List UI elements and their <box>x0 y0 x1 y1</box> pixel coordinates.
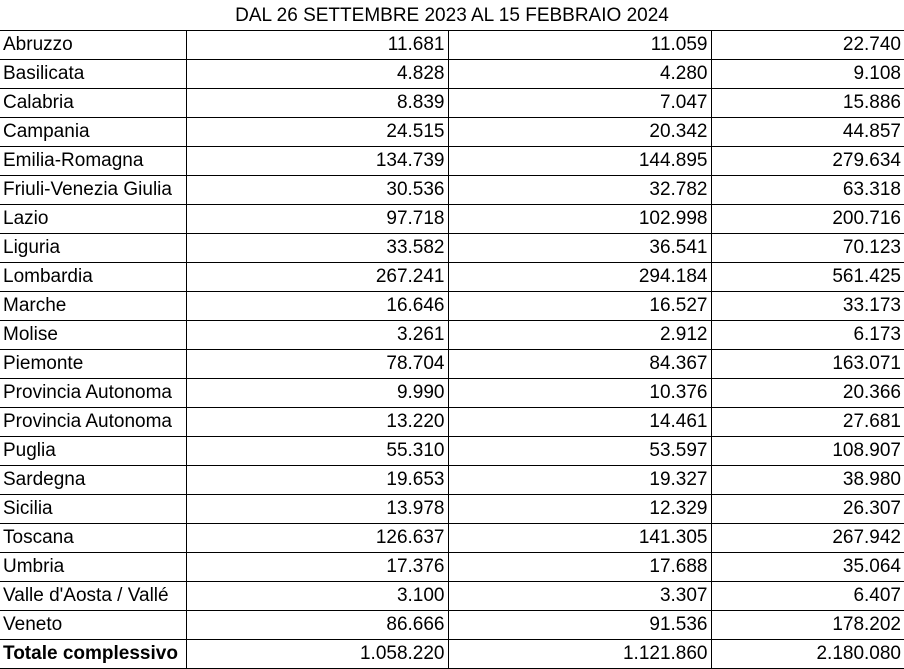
value-cell-2[interactable]: 11.059 <box>448 31 711 60</box>
value-cell-3[interactable]: 178.202 <box>711 611 904 640</box>
region-cell[interactable]: Piemonte <box>0 350 186 379</box>
region-cell[interactable]: Basilicata <box>0 60 186 89</box>
value-cell-1[interactable]: 78.704 <box>186 350 448 379</box>
value-cell-2[interactable]: 32.782 <box>448 176 711 205</box>
value-cell-2[interactable]: 10.376 <box>448 379 711 408</box>
value-cell-1[interactable]: 267.241 <box>186 263 448 292</box>
value-cell-2[interactable]: 91.536 <box>448 611 711 640</box>
value-cell-1[interactable]: 19.653 <box>186 466 448 495</box>
region-cell[interactable]: Umbria <box>0 553 186 582</box>
value-cell-2[interactable]: 53.597 <box>448 437 711 466</box>
value-cell-1[interactable]: 33.582 <box>186 234 448 263</box>
total-value-cell-2[interactable]: 1.121.860 <box>448 640 711 669</box>
region-cell[interactable]: Marche <box>0 292 186 321</box>
region-cell[interactable]: Campania <box>0 118 186 147</box>
value-cell-1[interactable]: 9.990 <box>186 379 448 408</box>
value-cell-1[interactable]: 30.536 <box>186 176 448 205</box>
value-cell-3[interactable]: 70.123 <box>711 234 904 263</box>
value-cell-2[interactable]: 14.461 <box>448 408 711 437</box>
region-cell[interactable]: Sicilia <box>0 495 186 524</box>
value-cell-1[interactable]: 55.310 <box>186 437 448 466</box>
value-cell-1[interactable]: 3.261 <box>186 321 448 350</box>
value-cell-3[interactable]: 9.108 <box>711 60 904 89</box>
table-row <box>0 466 904 495</box>
table-row <box>0 147 904 176</box>
value-cell-2[interactable]: 102.998 <box>448 205 711 234</box>
total-label-cell[interactable]: Totale complessivo <box>0 640 186 669</box>
table-row <box>0 234 904 263</box>
value-cell-2[interactable]: 7.047 <box>448 89 711 118</box>
value-cell-1[interactable]: 13.978 <box>186 495 448 524</box>
value-cell-1[interactable]: 97.718 <box>186 205 448 234</box>
table-row <box>0 524 904 553</box>
value-cell-2[interactable]: 141.305 <box>448 524 711 553</box>
value-cell-1[interactable]: 17.376 <box>186 553 448 582</box>
table-row <box>0 89 904 118</box>
value-cell-3[interactable]: 15.886 <box>711 89 904 118</box>
region-cell[interactable]: Puglia <box>0 437 186 466</box>
region-cell[interactable]: Molise <box>0 321 186 350</box>
table-body <box>0 31 904 669</box>
total-row <box>0 640 904 669</box>
region-cell[interactable]: Toscana <box>0 524 186 553</box>
value-cell-1[interactable]: 24.515 <box>186 118 448 147</box>
region-cell[interactable]: Sardegna <box>0 466 186 495</box>
value-cell-1[interactable]: 13.220 <box>186 408 448 437</box>
value-cell-3[interactable]: 20.366 <box>711 379 904 408</box>
table-row <box>0 263 904 292</box>
table-row <box>0 553 904 582</box>
data-table <box>0 30 904 669</box>
table-row <box>0 495 904 524</box>
table-title: DAL 26 SETTEMBRE 2023 AL 15 FEBBRAIO 2024 <box>235 5 669 26</box>
value-cell-3[interactable]: 33.173 <box>711 292 904 321</box>
table-row <box>0 205 904 234</box>
value-cell-3[interactable]: 200.716 <box>711 205 904 234</box>
value-cell-1[interactable]: 16.646 <box>186 292 448 321</box>
value-cell-3[interactable]: 44.857 <box>711 118 904 147</box>
value-cell-1[interactable]: 134.739 <box>186 147 448 176</box>
table-row <box>0 437 904 466</box>
table-row <box>0 350 904 379</box>
value-cell-1[interactable]: 3.100 <box>186 582 448 611</box>
value-cell-2[interactable]: 144.895 <box>448 147 711 176</box>
value-cell-1[interactable]: 126.637 <box>186 524 448 553</box>
value-cell-3[interactable]: 6.173 <box>711 321 904 350</box>
region-cell[interactable]: Lombardia <box>0 263 186 292</box>
value-cell-3[interactable]: 63.318 <box>711 176 904 205</box>
table-row <box>0 611 904 640</box>
value-cell-3[interactable]: 108.907 <box>711 437 904 466</box>
value-cell-1[interactable]: 11.681 <box>186 31 448 60</box>
value-cell-1[interactable]: 4.828 <box>186 60 448 89</box>
value-cell-3[interactable]: 163.071 <box>711 350 904 379</box>
value-cell-2[interactable]: 2.912 <box>448 321 711 350</box>
value-cell-2[interactable]: 20.342 <box>448 118 711 147</box>
region-cell[interactable]: Liguria <box>0 234 186 263</box>
value-cell-2[interactable]: 294.184 <box>448 263 711 292</box>
region-cell[interactable]: Valle d'Aosta / Vallé <box>0 582 186 611</box>
total-value-cell-3[interactable]: 2.180.080 <box>711 640 904 669</box>
value-cell-1[interactable]: 86.666 <box>186 611 448 640</box>
value-cell-2[interactable]: 16.527 <box>448 292 711 321</box>
table-row <box>0 118 904 147</box>
table-row <box>0 582 904 611</box>
value-cell-2[interactable]: 12.329 <box>448 495 711 524</box>
value-cell-3[interactable]: 561.425 <box>711 263 904 292</box>
value-cell-3[interactable]: 279.634 <box>711 147 904 176</box>
region-cell[interactable]: Emilia-Romagna <box>0 147 186 176</box>
value-cell-2[interactable]: 3.307 <box>448 582 711 611</box>
value-cell-3[interactable]: 26.307 <box>711 495 904 524</box>
region-cell[interactable]: Veneto <box>0 611 186 640</box>
region-cell[interactable]: Provincia Autonoma <box>0 379 186 408</box>
value-cell-2[interactable]: 4.280 <box>448 60 711 89</box>
value-cell-2[interactable]: 84.367 <box>448 350 711 379</box>
table-row <box>0 408 904 437</box>
region-cell[interactable]: Provincia Autonoma <box>0 408 186 437</box>
region-cell[interactable]: Friuli-Venezia Giulia <box>0 176 186 205</box>
region-cell[interactable]: Calabria <box>0 89 186 118</box>
table-row <box>0 292 904 321</box>
value-cell-3[interactable]: 35.064 <box>711 553 904 582</box>
table-row <box>0 176 904 205</box>
region-cell[interactable]: Lazio <box>0 205 186 234</box>
value-cell-3[interactable]: 6.407 <box>711 582 904 611</box>
table-row <box>0 379 904 408</box>
value-cell-3[interactable]: 38.980 <box>711 466 904 495</box>
value-cell-2[interactable]: 36.541 <box>448 234 711 263</box>
value-cell-3[interactable]: 267.942 <box>711 524 904 553</box>
region-cell[interactable]: Abruzzo <box>0 31 186 60</box>
table-row <box>0 321 904 350</box>
value-cell-2[interactable]: 17.688 <box>448 553 711 582</box>
value-cell-2[interactable]: 19.327 <box>448 466 711 495</box>
value-cell-3[interactable]: 27.681 <box>711 408 904 437</box>
table-row <box>0 60 904 89</box>
value-cell-1[interactable]: 8.839 <box>186 89 448 118</box>
total-value-cell-1[interactable]: 1.058.220 <box>186 640 448 669</box>
value-cell-3[interactable]: 22.740 <box>711 31 904 60</box>
table-row <box>0 31 904 60</box>
